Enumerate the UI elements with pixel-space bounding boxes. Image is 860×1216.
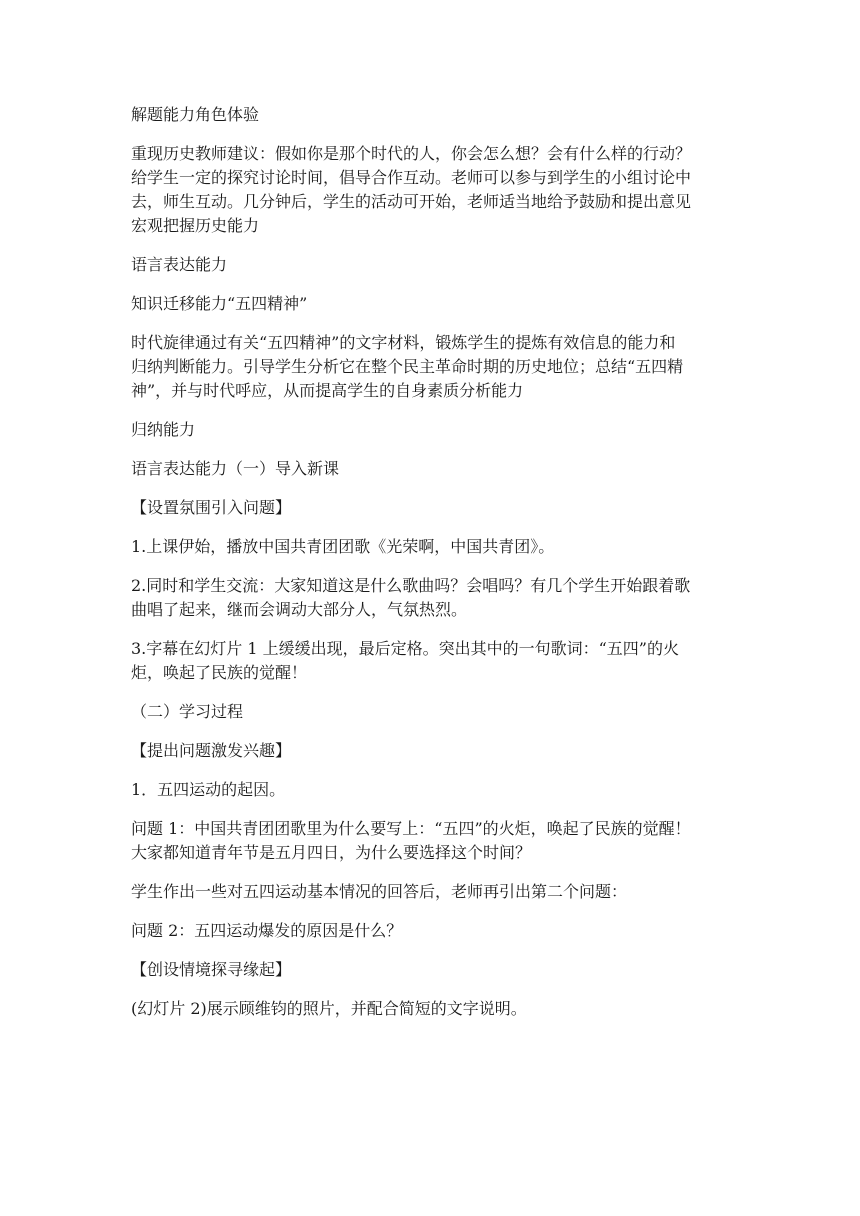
paragraph	[131, 253, 731, 277]
paragraph	[131, 535, 731, 559]
text-line: 问题 1：中国共青团团歌里为什么要写上：“五四”的火炬，唤起了民族的觉醒！	[131, 819, 691, 838]
text-line: 【设置氛围引入问题】	[131, 498, 292, 517]
text-line: 【创设情境探寻缘起】	[131, 960, 292, 979]
paragraph	[131, 778, 731, 802]
text-line: 归纳能力	[131, 420, 196, 439]
paragraph	[131, 142, 731, 238]
paragraph	[131, 958, 731, 982]
paragraph	[131, 739, 731, 763]
text-line: 【提出问题激发兴趣】	[131, 741, 292, 760]
text-line: 神”，并与时代呼应，从而提高学生的自身素质分析能力	[131, 381, 524, 400]
paragraph	[131, 103, 731, 127]
text-line: 1.上课伊始，播放中国共青团团歌《光荣啊，中国共青团》。	[131, 537, 555, 556]
text-line: 炬，唤起了民族的觉醒！	[131, 663, 308, 682]
paragraph	[131, 574, 731, 622]
paragraph	[131, 331, 731, 403]
text-line: 学生作出一些对五四运动基本情况的回答后，老师再引出第二个问题：	[131, 882, 628, 901]
text-line: 解题能力角色体验	[131, 105, 260, 124]
text-line: （二）学习过程	[131, 702, 244, 721]
text-line: 大家都知道青年节是五月四日，为什么要选择这个时间？	[131, 843, 532, 862]
text-line: 宏观把握历史能力	[131, 216, 260, 235]
text-line: 时代旋律通过有关“五四精神”的文字材料，锻炼学生的提炼有效信息的能力和	[131, 333, 676, 352]
paragraph	[131, 700, 731, 724]
text-line: 知识迁移能力“五四精神”	[131, 294, 308, 313]
paragraph	[131, 997, 731, 1021]
paragraph	[131, 292, 731, 316]
paragraph	[131, 880, 731, 904]
text-line: (幻灯片 2)展示顾维钧的照片，并配合简短的文字说明。	[131, 999, 527, 1018]
text-line: 2.同时和学生交流：大家知道这是什么歌曲吗？会唱吗？有几个学生开始跟着歌	[131, 576, 691, 595]
paragraph	[131, 496, 731, 520]
text-line: 语言表达能力	[131, 255, 228, 274]
text-line: 给学生一定的探究讨论时间，倡导合作互动。老师可以参与到学生的小组讨论中	[131, 168, 692, 187]
text-line: 重现历史教师建议：假如你是那个时代的人，你会怎么想？会有什么样的行动？	[131, 144, 692, 163]
paragraph	[131, 418, 731, 442]
text-line: 语言表达能力（一）导入新课	[131, 459, 340, 478]
document-body	[131, 103, 731, 1036]
paragraph	[131, 457, 731, 481]
paragraph	[131, 919, 731, 943]
text-line: 去，师生互动。几分钟后，学生的活动可开始，老师适当地给予鼓励和提出意见	[131, 192, 692, 211]
text-line: 1．五四运动的起因。	[131, 780, 286, 799]
text-line: 3.字幕在幻灯片 1 上缓缓出现，最后定格。突出其中的一句歌词：“五四”的火	[131, 639, 679, 658]
text-line: 曲唱了起来，继而会调动大部分人，气氛热烈。	[131, 600, 468, 619]
text-line: 问题 2：五四运动爆发的原因是什么？	[131, 921, 403, 940]
text-line: 归纳判断能力。引导学生分析它在整个民主革命时期的历史地位；总结“五四精	[131, 357, 684, 376]
paragraph	[131, 637, 731, 685]
paragraph	[131, 817, 731, 865]
